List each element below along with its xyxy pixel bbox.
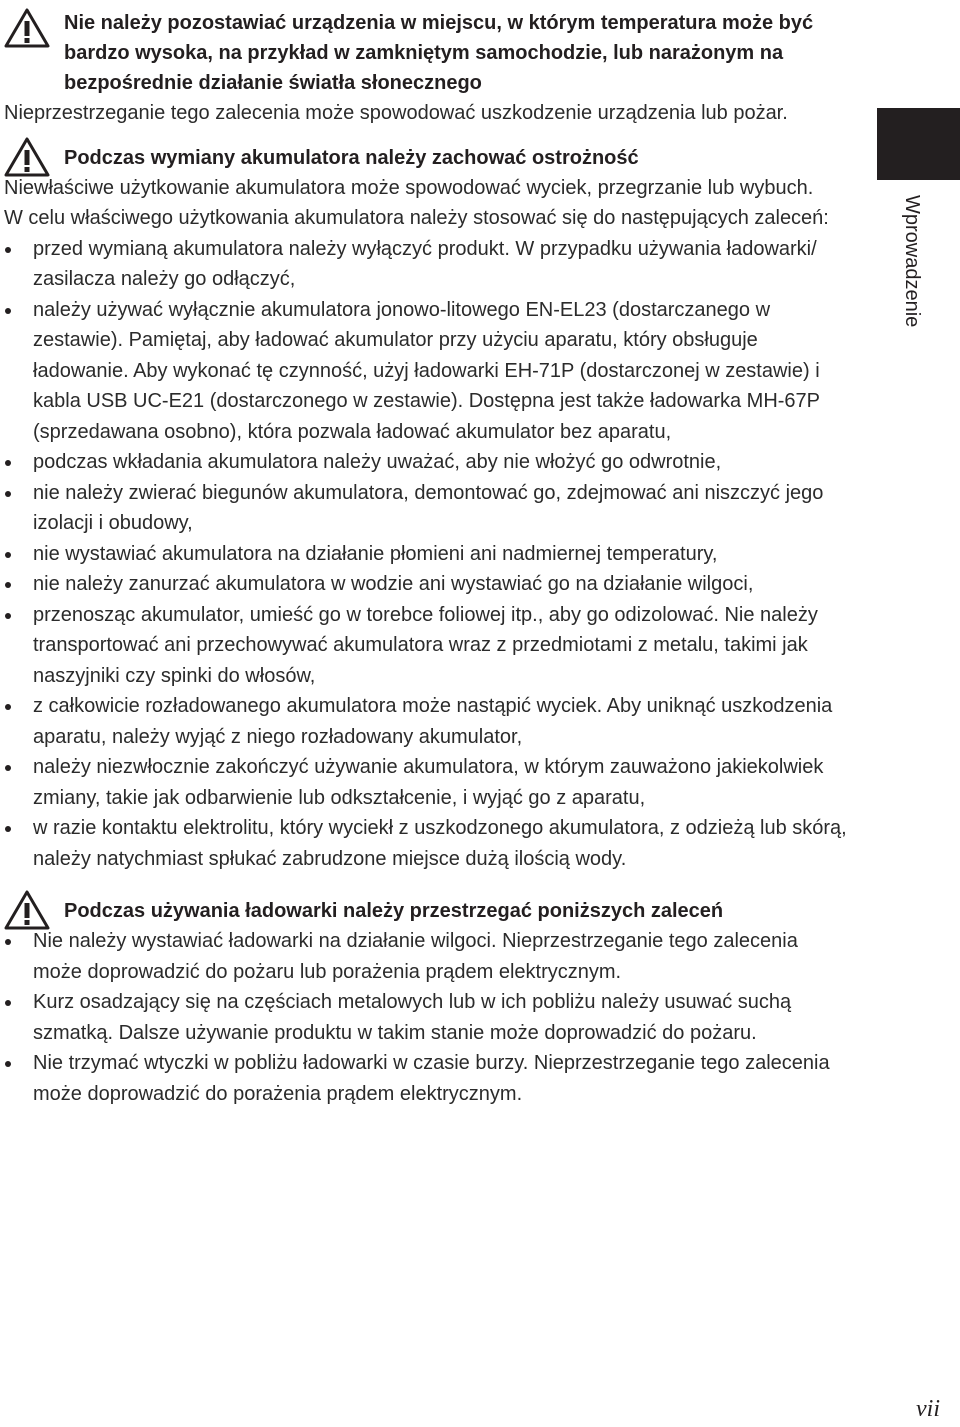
list-item: z całkowicie rozładowanego akumulatora może nastąpić wyciek. Aby uniknąć uszkodzenia aparatu, należy wyjąć z niego rozładowany akumulator, [0,691,852,752]
list-item: nie wystawiać akumulatora na działanie płomieni ani nadmiernej temperatury, [0,539,852,570]
list-item: nie należy zwierać biegunów akumulatora, demontować go, zdejmować ani niszczyć jego izolacji i obudowy, [0,478,852,539]
section-heading-text: Nie należy pozostawiać urządzenia w miejscu, w którym temperatura może być bardzo wysoka, na przykład w zamkniętym samochodzie, lub narażonym na bezpośrednie działanie światła słonecznego [64,12,814,94]
list-item: Nie trzymać wtyczki w pobliżu ładowarki w czasie burzy. Nieprzestrzeganie tego zalecenia może doprowadzić do porażenia prądem elektrycznym. [0,1048,852,1109]
paragraph: Nieprzestrzeganie tego zalecenia może spowodować uszkodzenie urządzenia lub pożar. [4,102,788,124]
section-heading [0,143,852,173]
list-item: podczas wkładania akumulatora należy uważać, aby nie włożyć go odwrotnie, [0,447,852,478]
section-heading-text: Podczas używania ładowarki należy przestrzegać poniższych zaleceń [64,900,724,922]
section-heading [0,896,852,926]
warning-icon [4,137,50,177]
list-item: Nie należy wystawiać ładowarki na działanie wilgoci. Nieprzestrzeganie tego zalecenia może doprowadzić do pożaru lub porażenia prądem elektrycznym. [0,926,852,987]
paragraph: Niewłaściwe użytkowanie akumulatora może spowodować wyciek, przegrzanie lub wybuch. [4,176,814,199]
section-tab-label: Wprowadzenie [901,195,923,328]
warning-icon [4,890,50,930]
paragraph: W celu właściwego użytkowania akumulatora należy stosować się do następujących zaleceń: [4,207,829,229]
list-item: Kurz osadzający się na częściach metalowych lub w ich pobliżu należy usuwać suchą szmatką. Dalsze używanie produktu w takim stanie może doprowadzić do pożaru. [0,987,852,1048]
warning-icon [4,8,50,48]
list-item: nie należy zanurzać akumulatora w wodzie ani wystawiać go na działanie wilgoci, [0,569,852,600]
list-item: w razie kontaktu elektrolitu, który wyciekł z uszkodzonego akumulatora, z odzieżą lub skórą, należy natychmiast spłukać zabrudzone miejsce dużą ilością wody. [0,813,852,874]
bullet-list [0,234,852,875]
page-number: vii [916,1396,940,1422]
section-heading [0,8,852,98]
list-item: należy używać wyłącznie akumulatora jonowo-litowego EN-EL23 (dostarczanego w zestawie). Pamiętaj, aby ładować akumulator przy użyciu aparatu, który obsługuje ładowanie. Aby wykonać tę czynność, użyj ładowarki EH-71P (dostarczonej w zestawie) i kabla USB UC-E21 (dostarczonego w zestawie). Dostępna jest także ładowarka MH-67P (sprzedawana osobno), która pozwala ładować akumulator bez aparatu, [0,295,852,448]
bullet-list [0,926,852,1109]
list-item: przenosząc akumulator, umieść go w torebce foliowej itp., aby go odizolować. Nie należy transportować ani przechowywać akumulatora wraz z przedmiotami z metalu, takimi jak naszyjniki czy spinki do włosów, [0,600,852,692]
document-body [0,8,852,1109]
section-tab [877,108,960,180]
list-item: należy niezwłocznie zakończyć używanie akumulatora, w którym zauważono jakiekolwiek zmiany, takie jak odbarwienie lub odkształcenie, i wyjąć go z aparatu, [0,752,852,813]
list-item: przed wymianą akumulatora należy wyłączyć produkt. W przypadku używania ładowarki/ zasilacza należy go odłączyć, [0,234,852,295]
section-heading-text: Podczas wymiany akumulatora należy zachować ostrożność [64,146,639,169]
